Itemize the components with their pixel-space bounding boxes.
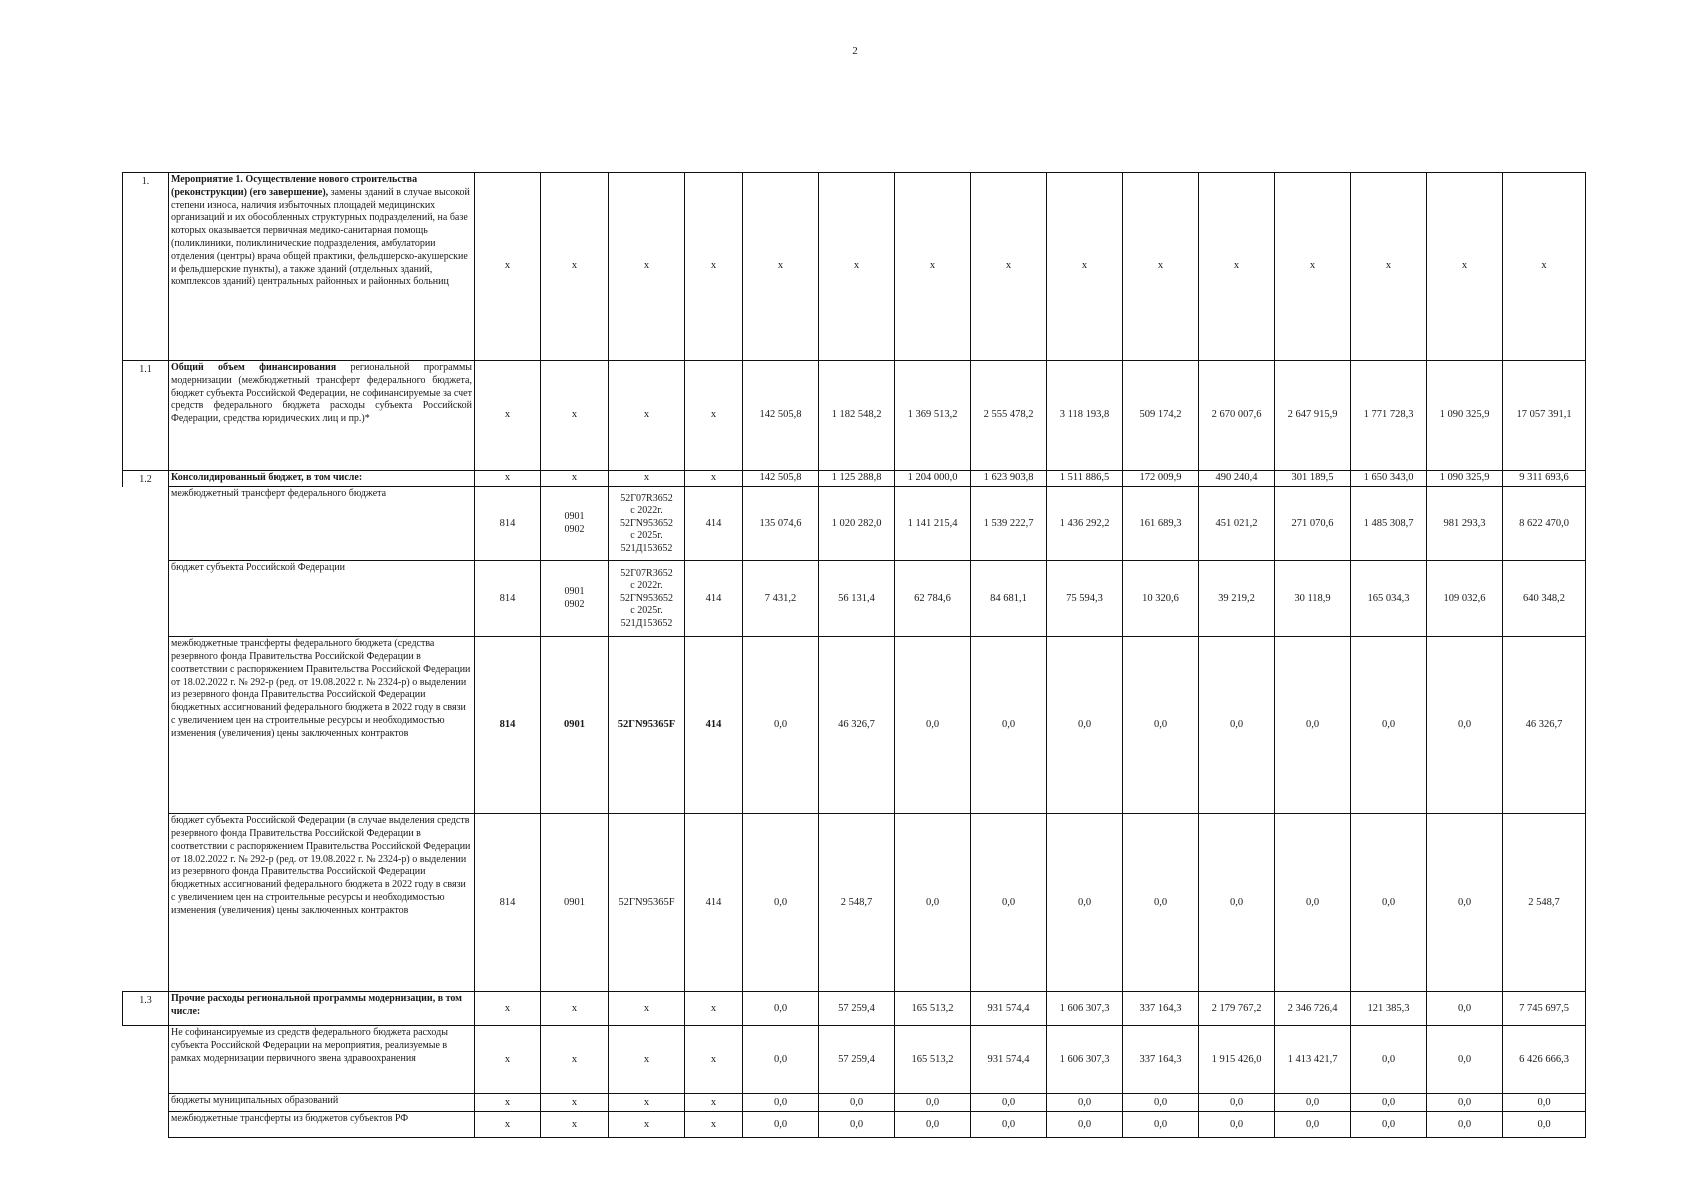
cell-value: 0,0 (1047, 814, 1123, 992)
cell-value: 0,0 (743, 1026, 819, 1094)
cell-value: 46 326,7 (819, 637, 895, 814)
cell-value: 62 784,6 (895, 561, 971, 637)
row-description: межбюджетный трансферт федерального бюджета (169, 487, 475, 561)
cell-target: 52Г07R3652 с 2022г. 52ГN953652 с 2025г. 521Д153652 (609, 487, 685, 561)
cell-value: 0,0 (1427, 814, 1503, 992)
cell-value: 0,0 (1047, 637, 1123, 814)
cell-value: x (1275, 173, 1351, 361)
cell-value: 0,0 (1427, 1112, 1503, 1138)
cell-value: 451 021,2 (1199, 487, 1275, 561)
cell-expense-type: 414 (685, 487, 743, 561)
cell-section: 0901 0902 (541, 487, 609, 561)
row-description: межбюджетные трансферты из бюджетов субъектов РФ (169, 1112, 475, 1138)
row-number-empty (123, 487, 169, 561)
cell-value: 3 118 193,8 (1047, 361, 1123, 471)
cell-section: x (541, 1026, 609, 1094)
cell-value: 0,0 (1275, 1112, 1351, 1138)
cell-target: x (609, 471, 685, 487)
cell-value: 57 259,4 (819, 992, 895, 1026)
cell-expense-type: x (685, 471, 743, 487)
cell-section: 0901 0902 (541, 561, 609, 637)
cell-value: 56 131,4 (819, 561, 895, 637)
cell-expense-type: x (685, 1094, 743, 1112)
cell-grbs: x (475, 361, 541, 471)
cell-value: 57 259,4 (819, 1026, 895, 1094)
cell-value: 0,0 (1427, 637, 1503, 814)
cell-value: 0,0 (1199, 814, 1275, 992)
cell-value: 109 032,6 (1427, 561, 1503, 637)
cell-value: 0,0 (1351, 1094, 1427, 1112)
cell-value: 0,0 (1123, 814, 1199, 992)
cell-value: 509 174,2 (1123, 361, 1199, 471)
table-row (123, 1026, 1586, 1094)
row-description: бюджет субъекта Российской Федерации (в случае выделения средств резервного фонда Правительства Российской Федерации в соответствии с распоряжением Правительства Российской Федерации от 18.02.2022 г. № 292-р (ред. от 19.08.2022 г. № 2324-р) о выделении из резервного фонда Правительства Российской Федерации бюджетных ассигнований федерального бюджета в 2022 году в связи с увеличением цен на строительные ресурсы и необходимостью изменения (увеличения) цены заключенных контрактов (169, 814, 475, 992)
table-row (123, 637, 1586, 814)
cell-value: 490 240,4 (1199, 471, 1275, 487)
row-number: 1. (123, 173, 169, 361)
cell-expense-type: x (685, 992, 743, 1026)
cell-value: 121 385,3 (1351, 992, 1427, 1026)
cell-value: 0,0 (971, 1094, 1047, 1112)
cell-value: 165 034,3 (1351, 561, 1427, 637)
cell-target: x (609, 173, 685, 361)
cell-grbs: x (475, 471, 541, 487)
cell-target: 52Г07R3652 с 2022г. 52ГN953652 с 2025г. 521Д153652 (609, 561, 685, 637)
table-row (123, 561, 1586, 637)
cell-value: 0,0 (895, 1094, 971, 1112)
table-row (123, 361, 1586, 471)
cell-section: x (541, 471, 609, 487)
cell-value: 1 090 325,9 (1427, 361, 1503, 471)
cell-value: x (971, 173, 1047, 361)
cell-target: x (609, 1094, 685, 1112)
cell-value: 0,0 (895, 814, 971, 992)
cell-value: 0,0 (1427, 992, 1503, 1026)
cell-value: x (1047, 173, 1123, 361)
row-description-text: региональной программы модернизации (межбюджетный трансферт федерального бюджета, бюджет субъекта Российской Федерации, не софинансируемые за счет средств федерального бюджета расходы субъекта Российской Федерации, средства юридических лиц и пр.)* (171, 362, 472, 425)
cell-total: 17 057 391,1 (1503, 361, 1586, 471)
cell-value: 0,0 (1199, 1094, 1275, 1112)
row-description: Не софинансируемые из средств федерального бюджета расходы субъекта Российской Федерации на мероприятия, реализуемые в рамках модернизации первичного звена здравоохранения (169, 1026, 475, 1094)
row-description (169, 471, 475, 487)
cell-value: 161 689,3 (1123, 487, 1199, 561)
row-number-empty (123, 814, 169, 992)
row-description: бюджет субъекта Российской Федерации (169, 561, 475, 637)
cell-value: x (743, 173, 819, 361)
cell-section: x (541, 1112, 609, 1138)
cell-grbs: 814 (475, 814, 541, 992)
cell-value: 172 009,9 (1123, 471, 1199, 487)
cell-value: 1 511 886,5 (1047, 471, 1123, 487)
cell-expense-type: 414 (685, 561, 743, 637)
cell-total: x (1503, 173, 1586, 361)
cell-value: 7 431,2 (743, 561, 819, 637)
cell-value: 0,0 (743, 992, 819, 1026)
cell-value: 0,0 (895, 637, 971, 814)
row-description-bold: Мероприятие 1. Осуществление нового строительства (реконструкции) (его завершение), (171, 174, 418, 198)
cell-value: 2 548,7 (819, 814, 895, 992)
cell-total: 7 745 697,5 (1503, 992, 1586, 1026)
cell-section: x (541, 173, 609, 361)
row-number: 1.2 (123, 471, 169, 487)
cell-value: 1 771 728,3 (1351, 361, 1427, 471)
row-description-text: замены зданий в случае высокой степени износа, наличия избыточных площадей медицинских организаций и их обособленных структурных подразделений, на базе которых оказывается первичная медико-санитарная помощь (поликлиники, поликлинические подразделения, амбулатории отделения (центры) врача общей практики, фельдшерско-акушерские и фельдшерские пункты), а также зданий (отдельных зданий, комплексов зданий) центральных районных и районных больниц (171, 186, 470, 288)
row-description-bold: Общий объем финансирования (171, 362, 337, 373)
cell-value: 0,0 (743, 1094, 819, 1112)
cell-expense-type: x (685, 1026, 743, 1094)
cell-value: 0,0 (819, 1094, 895, 1112)
cell-value: 1 369 513,2 (895, 361, 971, 471)
cell-value: 337 164,3 (1123, 1026, 1199, 1094)
cell-value: 931 574,4 (971, 992, 1047, 1026)
cell-grbs: x (475, 173, 541, 361)
cell-value: 1 020 282,0 (819, 487, 895, 561)
cell-target: x (609, 1112, 685, 1138)
cell-value: x (1123, 173, 1199, 361)
cell-total: 2 548,7 (1503, 814, 1586, 992)
table-row (123, 173, 1586, 361)
cell-expense-type: x (685, 173, 743, 361)
cell-value: 0,0 (1199, 1112, 1275, 1138)
cell-value: 0,0 (971, 1112, 1047, 1138)
row-description (169, 992, 475, 1026)
cell-value: 142 505,8 (743, 361, 819, 471)
cell-value: 0,0 (743, 1112, 819, 1138)
cell-value: 1 650 343,0 (1351, 471, 1427, 487)
cell-value: 0,0 (1427, 1094, 1503, 1112)
cell-value: 165 513,2 (895, 992, 971, 1026)
cell-total: 46 326,7 (1503, 637, 1586, 814)
cell-value: 931 574,4 (971, 1026, 1047, 1094)
cell-grbs: x (475, 1112, 541, 1138)
cell-total: 8 622 470,0 (1503, 487, 1586, 561)
cell-target: x (609, 992, 685, 1026)
row-description (169, 173, 475, 361)
cell-value: 0,0 (1351, 1026, 1427, 1094)
row-description (169, 361, 475, 471)
cell-target: 52ГN95365F (609, 637, 685, 814)
row-number: 1.3 (123, 992, 169, 1026)
cell-value: 2 555 478,2 (971, 361, 1047, 471)
row-description: межбюджетные трансферты федерального бюджета (средства резервного фонда Правительства Российской Федерации в соответствии с распоряжением Правительства Российской Федерации от 18.02.2022 г. № 292-р (ред. от 19.08.2022 г. № 2324-р) о выделении из резервного фонда Правительства Российской Федерации бюджетных ассигнований федерального бюджета в 2022 году в связи с увеличением цен на строительные ресурсы и необходимостью изменения (увеличения) цены заключенных контрактов (169, 637, 475, 814)
table-row (123, 471, 1586, 487)
table-row (123, 487, 1586, 561)
cell-value: 0,0 (971, 814, 1047, 992)
cell-value: 1 915 426,0 (1199, 1026, 1275, 1094)
cell-section: 0901 (541, 814, 609, 992)
cell-grbs: 814 (475, 561, 541, 637)
cell-value: 0,0 (819, 1112, 895, 1138)
cell-value: 2 346 726,4 (1275, 992, 1351, 1026)
cell-grbs: x (475, 992, 541, 1026)
table-row (123, 814, 1586, 992)
row-description-bold: Прочие расходы региональной программы модернизации, в том числе: (171, 993, 462, 1018)
row-number-empty (123, 1112, 169, 1138)
cell-value: 337 164,3 (1123, 992, 1199, 1026)
cell-value: 1 623 903,8 (971, 471, 1047, 487)
cell-value: 165 513,2 (895, 1026, 971, 1094)
cell-value: 0,0 (1047, 1094, 1123, 1112)
cell-value: 1 413 421,7 (1275, 1026, 1351, 1094)
cell-value: 0,0 (1275, 637, 1351, 814)
cell-value: 39 219,2 (1199, 561, 1275, 637)
cell-grbs: 814 (475, 637, 541, 814)
cell-total: 0,0 (1503, 1112, 1586, 1138)
cell-value: 2 179 767,2 (1199, 992, 1275, 1026)
table-row (123, 1094, 1586, 1112)
cell-target: 52ГN95365F (609, 814, 685, 992)
page-number: 2 (852, 45, 858, 57)
cell-section: x (541, 992, 609, 1026)
financing-table (122, 172, 1586, 1138)
cell-grbs: x (475, 1026, 541, 1094)
cell-value: 1 539 222,7 (971, 487, 1047, 561)
cell-target: x (609, 1026, 685, 1094)
cell-value: 142 505,8 (743, 471, 819, 487)
cell-total: 6 426 666,3 (1503, 1026, 1586, 1094)
cell-section: x (541, 361, 609, 471)
cell-expense-type: x (685, 1112, 743, 1138)
cell-value: 0,0 (1275, 1094, 1351, 1112)
cell-value: 0,0 (1123, 1112, 1199, 1138)
cell-value: 981 293,3 (1427, 487, 1503, 561)
cell-value: 0,0 (743, 637, 819, 814)
cell-value: 1 436 292,2 (1047, 487, 1123, 561)
cell-value: 0,0 (1351, 814, 1427, 992)
row-description: бюджеты муниципальных образований (169, 1094, 475, 1112)
cell-value: 1 204 000,0 (895, 471, 971, 487)
cell-value: 1 182 548,2 (819, 361, 895, 471)
row-number: 1.1 (123, 361, 169, 471)
cell-total: 640 348,2 (1503, 561, 1586, 637)
cell-value: 84 681,1 (971, 561, 1047, 637)
cell-total: 0,0 (1503, 1094, 1586, 1112)
cell-value: 75 594,3 (1047, 561, 1123, 637)
table-row (123, 992, 1586, 1026)
cell-grbs: 814 (475, 487, 541, 561)
cell-value: 0,0 (1123, 637, 1199, 814)
cell-value: 2 647 915,9 (1275, 361, 1351, 471)
cell-value: 30 118,9 (1275, 561, 1351, 637)
cell-value: 0,0 (1351, 1112, 1427, 1138)
cell-value: 1 485 308,7 (1351, 487, 1427, 561)
cell-value: 0,0 (1427, 1026, 1503, 1094)
cell-expense-type: 414 (685, 637, 743, 814)
table-row (123, 1112, 1586, 1138)
row-description-bold: Консолидированный бюджет, в том числе: (171, 472, 363, 483)
cell-value: 0,0 (1275, 814, 1351, 992)
cell-value: 0,0 (1199, 637, 1275, 814)
cell-value: x (819, 173, 895, 361)
cell-expense-type: 414 (685, 814, 743, 992)
cell-target: x (609, 361, 685, 471)
cell-expense-type: x (685, 361, 743, 471)
cell-value: x (895, 173, 971, 361)
cell-value: 301 189,5 (1275, 471, 1351, 487)
row-number-empty (123, 1094, 169, 1112)
cell-grbs: x (475, 1094, 541, 1112)
row-number-empty (123, 1026, 169, 1094)
cell-value: 1 606 307,3 (1047, 992, 1123, 1026)
cell-value: 2 670 007,6 (1199, 361, 1275, 471)
cell-value: 135 074,6 (743, 487, 819, 561)
cell-section: 0901 (541, 637, 609, 814)
cell-value: 0,0 (1351, 637, 1427, 814)
cell-value: x (1351, 173, 1427, 361)
cell-value: 1 606 307,3 (1047, 1026, 1123, 1094)
cell-value: 0,0 (1047, 1112, 1123, 1138)
cell-value: 0,0 (895, 1112, 971, 1138)
cell-value: 0,0 (743, 814, 819, 992)
row-number-empty (123, 561, 169, 637)
cell-section: x (541, 1094, 609, 1112)
cell-value: 1 141 215,4 (895, 487, 971, 561)
cell-value: x (1427, 173, 1503, 361)
cell-value: 0,0 (971, 637, 1047, 814)
cell-value: 10 320,6 (1123, 561, 1199, 637)
cell-value: x (1199, 173, 1275, 361)
cell-value: 271 070,6 (1275, 487, 1351, 561)
cell-value: 1 090 325,9 (1427, 471, 1503, 487)
cell-total: 9 311 693,6 (1503, 471, 1586, 487)
row-number-empty (123, 637, 169, 814)
cell-value: 1 125 288,8 (819, 471, 895, 487)
cell-value: 0,0 (1123, 1094, 1199, 1112)
